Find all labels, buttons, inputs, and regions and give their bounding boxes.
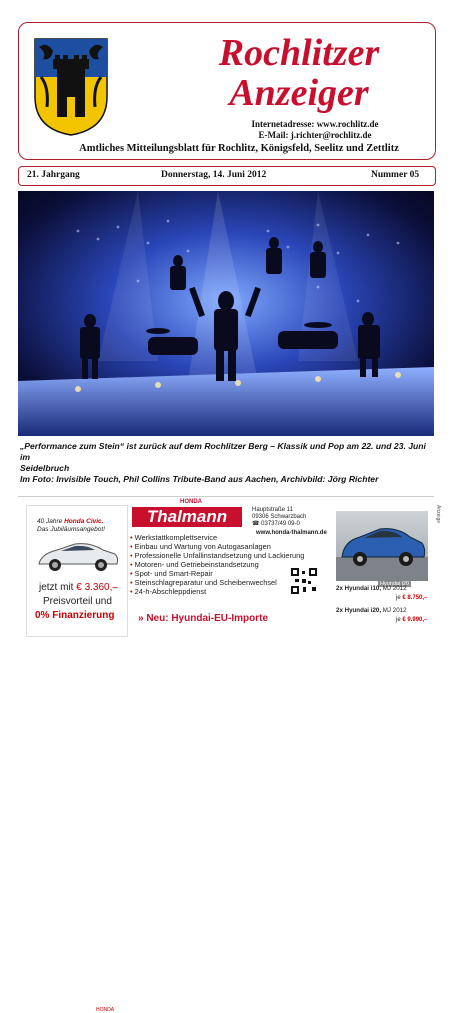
model-i10 (336, 585, 407, 592)
address-street: Hauptstraße 11 (252, 507, 293, 513)
issue-info-bar (18, 166, 436, 186)
advertisement (18, 496, 434, 1013)
civic-price-prefix: jetzt mit (39, 582, 77, 593)
dealer-website[interactable]: www.honda-thalmann.de (256, 530, 327, 536)
title-line-2: Anzeiger (229, 72, 369, 114)
thalmann-logo: Thalmann (132, 507, 242, 527)
model-i10-name: 2x Hyundai i10, (336, 585, 382, 592)
service-item: • Spot- und Smart-Repair (130, 569, 330, 578)
qr-code-icon[interactable] (290, 567, 318, 595)
caption-line-3: Im Foto: Invisible Touch, Phil Collins Tribute-Band aus Aachen, Archivbild: Jörg Richter (20, 474, 379, 484)
model-i20-name: 2x Hyundai i20, (336, 607, 382, 614)
masthead-subtitle: Amtliches Mitteilungsblatt für Rochlitz, Königsfeld, Seelitz und Zettlitz (79, 143, 399, 154)
service-item: • Einbau und Wartung von Autogasanlagen (130, 542, 330, 551)
thalmann-ad[interactable] (130, 499, 330, 635)
model-i10-price-value: € 8.750,– (402, 595, 428, 601)
civic-financing: 0% Finanzierung (35, 610, 115, 621)
honda-civic-ad[interactable] (26, 505, 128, 637)
model-i20-price-value: € 9.990,– (402, 617, 428, 623)
anzeige-label: Anzeige (435, 505, 441, 524)
civic-price (39, 582, 118, 593)
issue-jahrgang: 21. Jahrgang (27, 170, 80, 180)
model-i10-je: je (396, 595, 403, 601)
honda-civic-car-icon (35, 536, 121, 576)
address-city: 09306 Schwarzbach (252, 514, 307, 520)
model-i10-price (396, 595, 427, 601)
thalmann-honda-label: HONDA (180, 499, 202, 505)
service-item: • 24-h-Abschleppdienst (130, 587, 330, 596)
hyundai-photo-label: Hyundai i20 (380, 581, 410, 587)
masthead-title (169, 33, 429, 113)
hyundai-import-highlight: » Neu: Hyundai-EU-Importe (138, 613, 269, 624)
civic-offer: Das Jubiläumsangebot! (37, 526, 105, 533)
civic-brand: Honda Civic. (64, 518, 104, 525)
hyundai-ad[interactable] (336, 503, 430, 635)
service-item: • Professionelle Unfallinstandsetzung und Lackierung (130, 551, 330, 560)
issue-number: Nummer 05 (371, 170, 420, 180)
dealer-address (252, 507, 306, 528)
service-item: • Steinschlagreparatur und Scheibenwechsel (130, 578, 330, 587)
photo-caption (20, 441, 432, 485)
contact-internet[interactable]: Internetadresse: www.rochlitz.de (251, 119, 379, 129)
caption-line-2: Seidelbruch (20, 463, 70, 473)
service-item: • Motoren- und Getriebeinstandsetzung (130, 560, 330, 569)
concert-stage-image (18, 191, 434, 436)
contact-info (215, 119, 415, 141)
civic-prefix: 40 Jahre (37, 518, 65, 525)
civic-price-line2: Preisvorteil und (43, 596, 112, 607)
civic-headline (37, 518, 105, 534)
civic-price-value: € 3.360,– (76, 582, 118, 593)
masthead (18, 22, 436, 160)
contact-email[interactable]: E-Mail: j.richter@rochlitz.de (258, 130, 372, 140)
coat-of-arms-icon (33, 37, 109, 137)
model-i20-je: je (396, 617, 403, 623)
model-i20-price (396, 617, 427, 623)
title-line-1: Rochlitzer (218, 32, 380, 74)
hyundai-car-photo (336, 511, 428, 587)
honda-logo: HONDA (96, 1007, 115, 1013)
caption-line-1: „Performance zum Stein“ ist zurück auf dem Rochlitzer Berg – Klassik und Pop am 22. und 23. Juni im (20, 441, 426, 462)
model-i20 (336, 607, 407, 614)
address-phone: ☎ 03737/49 09-0 (252, 521, 300, 527)
hyundai-car-icon (336, 511, 428, 581)
model-i10-year: MJ 2012 (381, 585, 407, 592)
issue-date: Donnerstag, 14. Juni 2012 (161, 170, 267, 180)
model-i20-year: MJ 2012 (381, 607, 407, 614)
service-item: • Werkstattkomplettservice (130, 533, 330, 542)
concert-photo (18, 191, 434, 436)
